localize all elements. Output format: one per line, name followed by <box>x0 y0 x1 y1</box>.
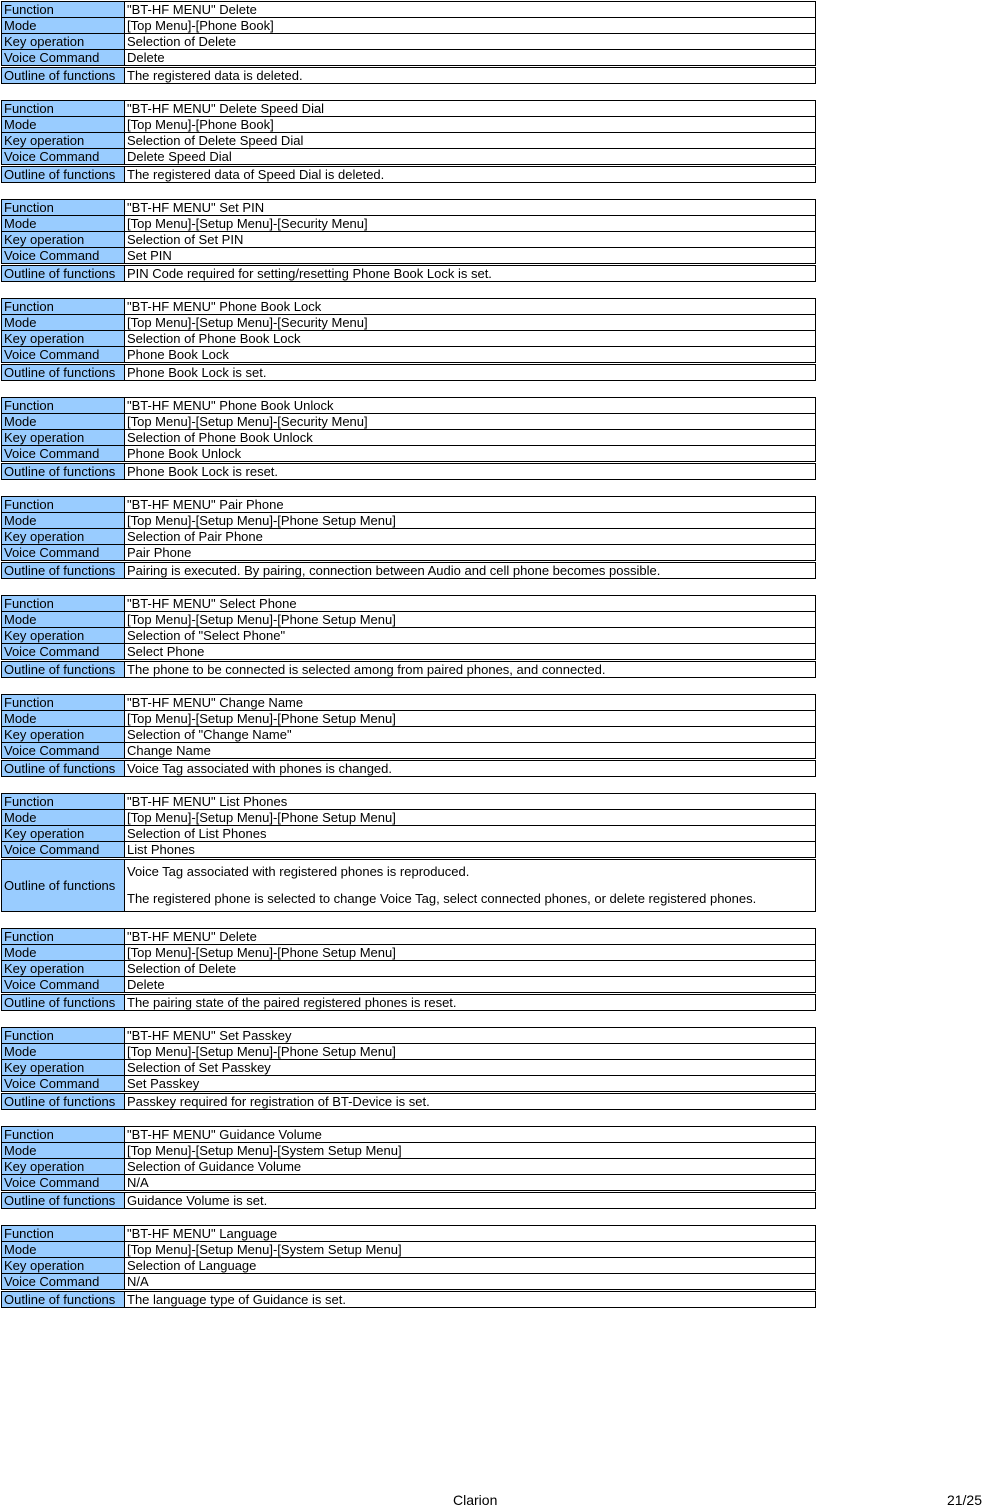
function-label: Function <box>2 101 125 117</box>
outline-row <box>2 661 816 678</box>
function-row <box>2 1226 816 1242</box>
function-row <box>2 200 816 216</box>
mode-value: [Top Menu]-[Setup Menu]-[System Setup Menu] <box>125 1143 816 1159</box>
mode-label: Mode <box>2 414 125 430</box>
function-row <box>2 794 816 810</box>
outline-label: Outline of functions <box>2 67 125 84</box>
voice-command-value: Set PIN <box>125 248 816 265</box>
function-spec-table <box>1 1126 816 1209</box>
mode-label: Mode <box>2 216 125 232</box>
voice-command-label: Voice Command <box>2 347 125 364</box>
mode-value: [Top Menu]-[Phone Book] <box>125 18 816 34</box>
mode-value: [Top Menu]-[Setup Menu]-[System Setup Menu] <box>125 1242 816 1258</box>
outline-row <box>2 463 816 480</box>
function-value: "BT-HF MENU" List Phones <box>125 794 816 810</box>
key-operation-row <box>2 1159 816 1175</box>
function-label: Function <box>2 929 125 945</box>
voice-command-value: Phone Book Lock <box>125 347 816 364</box>
function-row <box>2 299 816 315</box>
mode-row <box>2 315 816 331</box>
outline-value <box>125 265 816 282</box>
mode-label: Mode <box>2 810 125 826</box>
voice-command-value: N/A <box>125 1274 816 1291</box>
function-label: Function <box>2 1028 125 1044</box>
outline-value <box>125 1291 816 1308</box>
key-operation-label: Key operation <box>2 331 125 347</box>
outline-paragraph: The registered data of Speed Dial is deleted. <box>127 167 385 182</box>
mode-value: [Top Menu]-[Setup Menu]-[Security Menu] <box>125 414 816 430</box>
mode-label: Mode <box>2 612 125 628</box>
outline-value <box>125 562 816 579</box>
outline-label: Outline of functions <box>2 760 125 777</box>
key-operation-label: Key operation <box>2 1258 125 1274</box>
outline-paragraph: Guidance Volume is set. <box>127 1193 268 1208</box>
mode-row <box>2 216 816 232</box>
outline-label: Outline of functions <box>2 1093 125 1110</box>
key-operation-value: Selection of Delete Speed Dial <box>125 133 816 149</box>
voice-command-value: List Phones <box>125 842 816 859</box>
mode-row <box>2 612 816 628</box>
outline-value <box>125 1192 816 1209</box>
footer-brand: Clarion <box>453 1492 498 1508</box>
mode-value: [Top Menu]-[Phone Book] <box>125 117 816 133</box>
function-row <box>2 497 816 513</box>
outline-paragraph: Voice Tag associated with registered phones is reproduced. <box>127 864 470 879</box>
key-operation-row <box>2 1060 816 1076</box>
function-row <box>2 596 816 612</box>
key-operation-row <box>2 961 816 977</box>
key-operation-value: Selection of Language <box>125 1258 816 1274</box>
mode-label: Mode <box>2 1044 125 1060</box>
function-label: Function <box>2 497 125 513</box>
outline-row <box>2 1093 816 1110</box>
voice-command-value: Select Phone <box>125 644 816 661</box>
outline-row <box>2 760 816 777</box>
voice-command-row <box>2 1274 816 1291</box>
outline-row <box>2 859 816 912</box>
mode-label: Mode <box>2 315 125 331</box>
voice-command-row <box>2 545 816 562</box>
outline-label: Outline of functions <box>2 364 125 381</box>
key-operation-row <box>2 34 816 50</box>
outline-row <box>2 67 816 84</box>
mode-row <box>2 1143 816 1159</box>
function-value: "BT-HF MENU" Change Name <box>125 695 816 711</box>
function-label: Function <box>2 1127 125 1143</box>
outline-row <box>2 364 816 381</box>
key-operation-value: Selection of "Select Phone" <box>125 628 816 644</box>
function-value: "BT-HF MENU" Phone Book Lock <box>125 299 816 315</box>
outline-row <box>2 1291 816 1308</box>
voice-command-value: Delete <box>125 977 816 994</box>
function-row <box>2 929 816 945</box>
function-spec-table <box>1 595 816 678</box>
key-operation-value: Selection of Phone Book Unlock <box>125 430 816 446</box>
mode-value: [Top Menu]-[Setup Menu]-[Phone Setup Menu] <box>125 810 816 826</box>
voice-command-value: Pair Phone <box>125 545 816 562</box>
outline-paragraph: Phone Book Lock is reset. <box>127 464 279 479</box>
voice-command-label: Voice Command <box>2 248 125 265</box>
key-operation-label: Key operation <box>2 34 125 50</box>
function-value: "BT-HF MENU" Select Phone <box>125 596 816 612</box>
outline-value <box>125 67 816 84</box>
mode-value: [Top Menu]-[Setup Menu]-[Phone Setup Menu] <box>125 945 816 961</box>
key-operation-label: Key operation <box>2 430 125 446</box>
outline-paragraph: Phone Book Lock is set. <box>127 365 267 380</box>
outline-value <box>125 1093 816 1110</box>
key-operation-row <box>2 628 816 644</box>
function-spec-table <box>1 1225 816 1308</box>
voice-command-label: Voice Command <box>2 1076 125 1093</box>
mode-label: Mode <box>2 18 125 34</box>
function-spec-table <box>1 100 816 183</box>
voice-command-value: Change Name <box>125 743 816 760</box>
mode-label: Mode <box>2 1143 125 1159</box>
outline-row <box>2 994 816 1011</box>
voice-command-label: Voice Command <box>2 149 125 166</box>
function-value: "BT-HF MENU" Pair Phone <box>125 497 816 513</box>
key-operation-value: Selection of Delete <box>125 34 816 50</box>
function-spec-table <box>1 793 816 912</box>
key-operation-value: Selection of Phone Book Lock <box>125 331 816 347</box>
key-operation-row <box>2 133 816 149</box>
function-label: Function <box>2 299 125 315</box>
voice-command-label: Voice Command <box>2 50 125 67</box>
outline-value <box>125 859 816 912</box>
outline-label: Outline of functions <box>2 1291 125 1308</box>
outline-label: Outline of functions <box>2 661 125 678</box>
voice-command-label: Voice Command <box>2 743 125 760</box>
voice-command-label: Voice Command <box>2 842 125 859</box>
voice-command-row <box>2 977 816 994</box>
function-spec-table <box>1 1027 816 1110</box>
function-spec-table <box>1 397 816 480</box>
key-operation-value: Selection of Set Passkey <box>125 1060 816 1076</box>
function-row <box>2 101 816 117</box>
outline-row <box>2 1192 816 1209</box>
voice-command-label: Voice Command <box>2 545 125 562</box>
mode-value: [Top Menu]-[Setup Menu]-[Phone Setup Menu] <box>125 513 816 529</box>
outline-label: Outline of functions <box>2 265 125 282</box>
function-label: Function <box>2 794 125 810</box>
page-number: 21/25 <box>946 1492 982 1508</box>
voice-command-value: N/A <box>125 1175 816 1192</box>
key-operation-row <box>2 1258 816 1274</box>
mode-label: Mode <box>2 513 125 529</box>
voice-command-label: Voice Command <box>2 1175 125 1192</box>
function-label: Function <box>2 200 125 216</box>
key-operation-label: Key operation <box>2 961 125 977</box>
key-operation-label: Key operation <box>2 529 125 545</box>
function-label: Function <box>2 596 125 612</box>
function-spec-table <box>1 928 816 1011</box>
key-operation-label: Key operation <box>2 1159 125 1175</box>
function-value: "BT-HF MENU" Delete <box>125 2 816 18</box>
key-operation-label: Key operation <box>2 133 125 149</box>
voice-command-value: Phone Book Unlock <box>125 446 816 463</box>
voice-command-row <box>2 248 816 265</box>
outline-label: Outline of functions <box>2 166 125 183</box>
voice-command-row <box>2 644 816 661</box>
function-value: "BT-HF MENU" Set PIN <box>125 200 816 216</box>
outline-row <box>2 265 816 282</box>
function-row <box>2 2 816 18</box>
voice-command-label: Voice Command <box>2 644 125 661</box>
mode-row <box>2 711 816 727</box>
mode-value: [Top Menu]-[Setup Menu]-[Security Menu] <box>125 315 816 331</box>
mode-row <box>2 1044 816 1060</box>
mode-row <box>2 945 816 961</box>
outline-paragraph: The phone to be connected is selected among from paired phones, and connected. <box>127 662 606 677</box>
mode-value: [Top Menu]-[Setup Menu]-[Phone Setup Menu] <box>125 1044 816 1060</box>
outline-label: Outline of functions <box>2 994 125 1011</box>
key-operation-label: Key operation <box>2 628 125 644</box>
key-operation-label: Key operation <box>2 727 125 743</box>
outline-paragraph: PIN Code required for setting/resetting Phone Book Lock is set. <box>127 266 492 281</box>
voice-command-row <box>2 347 816 364</box>
function-row <box>2 695 816 711</box>
mode-row <box>2 513 816 529</box>
mode-row <box>2 1242 816 1258</box>
key-operation-value: Selection of Guidance Volume <box>125 1159 816 1175</box>
outline-paragraph: Voice Tag associated with phones is changed. <box>127 761 392 776</box>
outline-value <box>125 994 816 1011</box>
function-label: Function <box>2 398 125 414</box>
outline-value <box>125 166 816 183</box>
outline-row <box>2 562 816 579</box>
outline-paragraph: Pairing is executed. By pairing, connection between Audio and cell phone becomes possible. <box>127 563 661 578</box>
outline-paragraph: Passkey required for registration of BT-Device is set. <box>127 1094 430 1109</box>
voice-command-row <box>2 1076 816 1093</box>
function-spec-list <box>1 1 816 1324</box>
key-operation-label: Key operation <box>2 232 125 248</box>
key-operation-value: Selection of Delete <box>125 961 816 977</box>
mode-value: [Top Menu]-[Setup Menu]-[Security Menu] <box>125 216 816 232</box>
voice-command-label: Voice Command <box>2 977 125 994</box>
outline-label: Outline of functions <box>2 859 125 912</box>
function-spec-table <box>1 496 816 579</box>
voice-command-row <box>2 743 816 760</box>
key-operation-row <box>2 727 816 743</box>
key-operation-label: Key operation <box>2 826 125 842</box>
voice-command-row <box>2 446 816 463</box>
function-label: Function <box>2 695 125 711</box>
outline-label: Outline of functions <box>2 1192 125 1209</box>
function-label: Function <box>2 2 125 18</box>
key-operation-row <box>2 331 816 347</box>
voice-command-label: Voice Command <box>2 1274 125 1291</box>
key-operation-value: Selection of "Change Name" <box>125 727 816 743</box>
outline-label: Outline of functions <box>2 463 125 480</box>
function-row <box>2 398 816 414</box>
function-value: "BT-HF MENU" Set Passkey <box>125 1028 816 1044</box>
function-value: "BT-HF MENU" Delete Speed Dial <box>125 101 816 117</box>
outline-value <box>125 364 816 381</box>
voice-command-value: Delete Speed Dial <box>125 149 816 166</box>
outline-paragraph: The registered phone is selected to change Voice Tag, select connected phones, or delete registered phones. <box>127 891 757 906</box>
voice-command-row <box>2 50 816 67</box>
mode-label: Mode <box>2 711 125 727</box>
function-label: Function <box>2 1226 125 1242</box>
mode-label: Mode <box>2 945 125 961</box>
key-operation-row <box>2 826 816 842</box>
mode-row <box>2 117 816 133</box>
function-spec-table <box>1 1 816 84</box>
function-value: "BT-HF MENU" Delete <box>125 929 816 945</box>
outline-value <box>125 463 816 480</box>
function-value: "BT-HF MENU" Guidance Volume <box>125 1127 816 1143</box>
key-operation-value: Selection of Pair Phone <box>125 529 816 545</box>
mode-row <box>2 18 816 34</box>
outline-row <box>2 166 816 183</box>
voice-command-row <box>2 149 816 166</box>
key-operation-value: Selection of Set PIN <box>125 232 816 248</box>
function-spec-table <box>1 298 816 381</box>
outline-label: Outline of functions <box>2 562 125 579</box>
function-row <box>2 1127 816 1143</box>
voice-command-row <box>2 842 816 859</box>
key-operation-row <box>2 232 816 248</box>
mode-row <box>2 414 816 430</box>
function-value: "BT-HF MENU" Language <box>125 1226 816 1242</box>
outline-paragraph: The pairing state of the paired registered phones is reset. <box>127 995 457 1010</box>
key-operation-row <box>2 529 816 545</box>
key-operation-label: Key operation <box>2 1060 125 1076</box>
mode-value: [Top Menu]-[Setup Menu]-[Phone Setup Menu] <box>125 711 816 727</box>
mode-row <box>2 810 816 826</box>
voice-command-label: Voice Command <box>2 446 125 463</box>
voice-command-row <box>2 1175 816 1192</box>
outline-paragraph: The registered data is deleted. <box>127 68 303 83</box>
mode-label: Mode <box>2 1242 125 1258</box>
outline-value <box>125 661 816 678</box>
function-spec-table <box>1 694 816 777</box>
function-value: "BT-HF MENU" Phone Book Unlock <box>125 398 816 414</box>
outline-paragraph: The language type of Guidance is set. <box>127 1292 346 1307</box>
voice-command-value: Set Passkey <box>125 1076 816 1093</box>
mode-label: Mode <box>2 117 125 133</box>
outline-value <box>125 760 816 777</box>
key-operation-value: Selection of List Phones <box>125 826 816 842</box>
key-operation-row <box>2 430 816 446</box>
function-row <box>2 1028 816 1044</box>
voice-command-value: Delete <box>125 50 816 67</box>
function-spec-table <box>1 199 816 282</box>
mode-value: [Top Menu]-[Setup Menu]-[Phone Setup Menu] <box>125 612 816 628</box>
